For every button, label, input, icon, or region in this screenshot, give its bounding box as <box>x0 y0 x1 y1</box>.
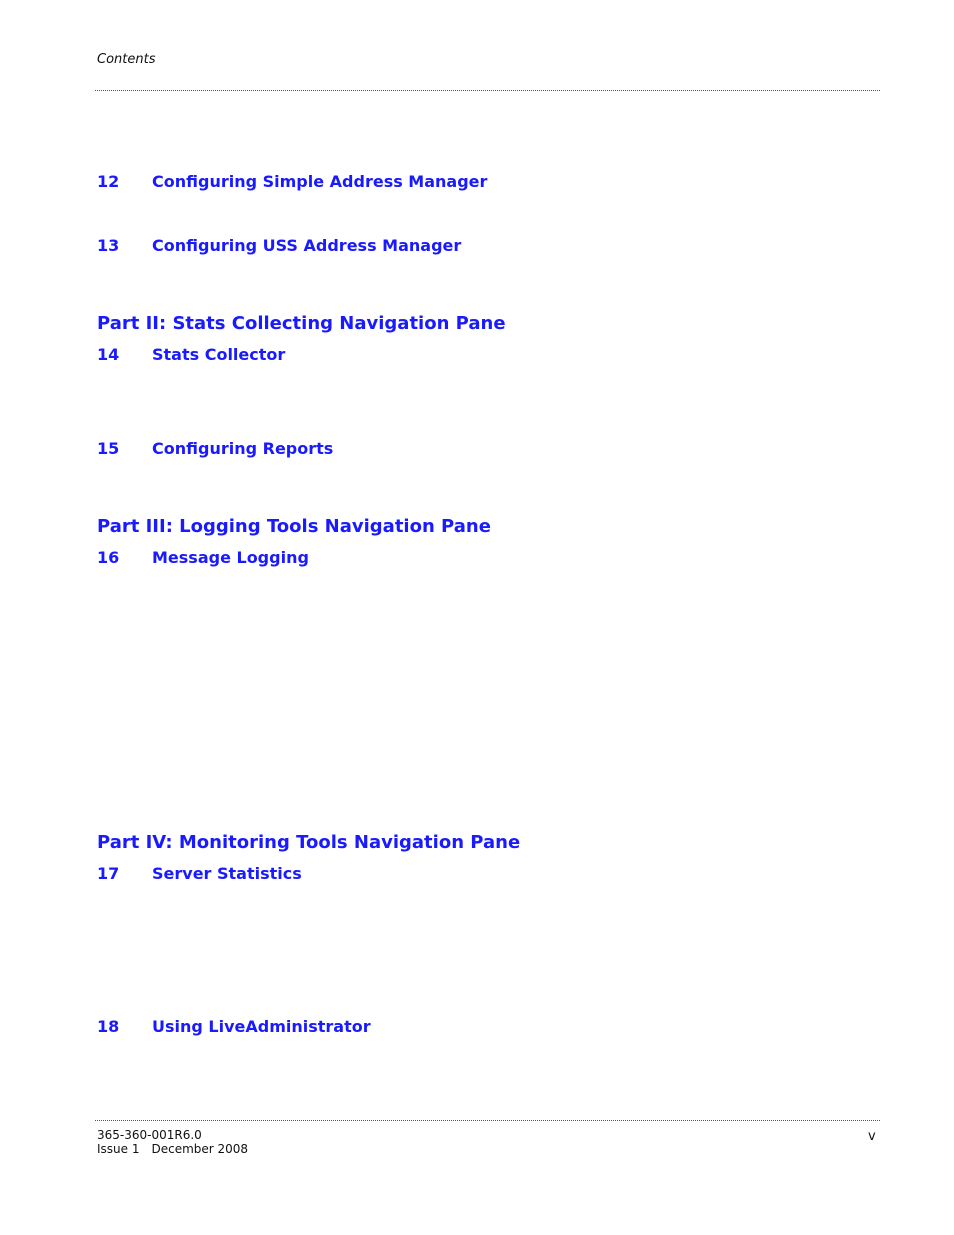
toc-entry-chapter-16[interactable] <box>97 545 309 569</box>
chapter-number: 15 <box>97 438 120 458</box>
chapter-title: Using LiveAdministrator <box>152 1016 371 1036</box>
toc-entry-part-3[interactable]: Part III: Logging Tools Navigation Pane <box>97 515 491 537</box>
issue-label: Issue 1 <box>97 1142 140 1156</box>
issue-date: December 2008 <box>151 1142 249 1156</box>
issue-line <box>97 1142 248 1156</box>
chapter-number: 16 <box>97 547 120 567</box>
chapter-number: 12 <box>97 171 120 191</box>
toc-entry-chapter-12[interactable] <box>97 169 487 193</box>
header-rule <box>95 90 880 91</box>
chapter-title: Stats Collector <box>152 344 286 364</box>
chapter-number: 14 <box>97 344 120 364</box>
page-number: v <box>868 1129 876 1144</box>
toc-entry-chapter-14[interactable] <box>97 342 285 366</box>
toc-entry-chapter-17[interactable] <box>97 861 302 885</box>
toc-entry-chapter-15[interactable] <box>97 436 333 460</box>
chapter-number: 17 <box>97 863 120 883</box>
toc-entry-part-4[interactable]: Part IV: Monitoring Tools Navigation Pane <box>97 831 521 853</box>
chapter-title: Message Logging <box>152 547 309 567</box>
chapter-number: 13 <box>97 235 120 255</box>
toc-entry-chapter-18[interactable] <box>97 1014 371 1038</box>
toc-entry-part-2[interactable]: Part II: Stats Collecting Navigation Pane <box>97 312 506 334</box>
chapter-title: Server Statistics <box>152 863 302 883</box>
footer-rule <box>95 1120 880 1121</box>
document-number: 365-360-001R6.0 <box>97 1128 202 1142</box>
chapter-title: Configuring Reports <box>152 438 334 458</box>
chapter-number: 18 <box>97 1016 120 1036</box>
running-header: Contents <box>97 52 156 67</box>
chapter-title: Configuring USS Address Manager <box>152 235 462 255</box>
chapter-title: Configuring Simple Address Manager <box>152 171 488 191</box>
toc-entry-chapter-13[interactable] <box>97 233 461 257</box>
